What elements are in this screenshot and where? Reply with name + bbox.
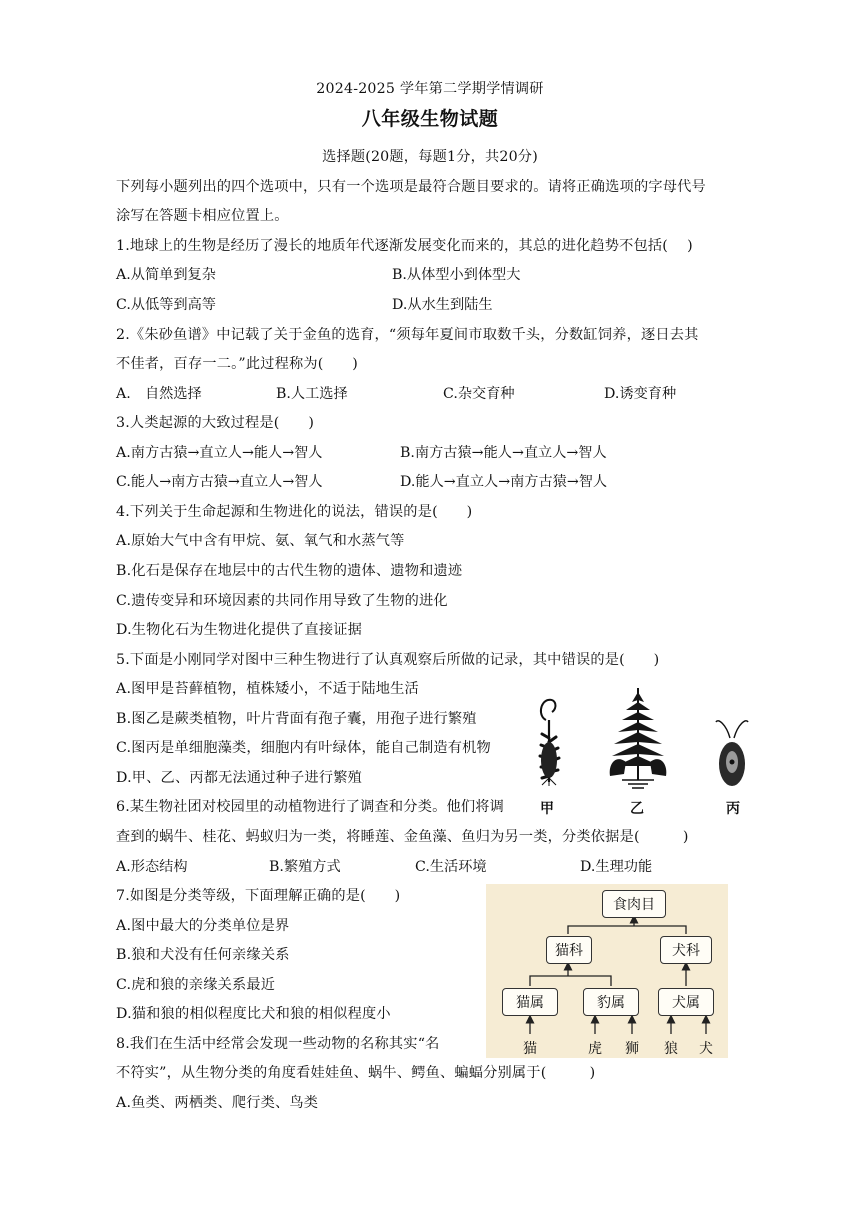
q6-stem-line-1: 6.某生物社团对校园里的动植物进行了调查和分类。他们将调 [116, 799, 505, 815]
genus-box-leopard: 豹属 [583, 988, 639, 1016]
q7-option-a: A.图中最大的分类单位是界 [116, 918, 290, 934]
q8-stem-line-1: 8.我们在生活中经常会发现一些动物的名称其实“名 [116, 1036, 440, 1052]
q4-stem: 4.下列关于生命起源和生物进化的说法，错误的是( ) [116, 504, 473, 520]
alga-illustration [712, 714, 752, 790]
q5-stem: 5.下面是小刚同学对图中三种生物进行了认真观察后所做的记录，其中错误的是( ) [116, 652, 660, 668]
q6-option-b: B.繁殖方式 [269, 859, 341, 875]
q7-option-c: C.虎和狼的亲缘关系最近 [116, 977, 276, 993]
instructions-line-2: 涂写在答题卡相应位置上。 [116, 208, 289, 224]
genus-box-dog: 犬属 [658, 988, 714, 1016]
q3-option-b: B.南方古猿→能人→直立人→智人 [400, 445, 607, 461]
species-label-tiger: 虎 [588, 1041, 602, 1057]
section-heading: 选择题(20题，每题1分，共20分) [322, 149, 538, 165]
q8-option-a: A.鱼类、两栖类、爬行类、鸟类 [116, 1095, 319, 1111]
q6-option-c: C.生活环境 [415, 859, 487, 875]
q2-option-d: D.诱变育种 [604, 386, 677, 402]
q1-option-a: A.从简单到复杂 [116, 267, 216, 283]
q4-option-b: B.化石是保存在地层中的古代生物的遗体、遗物和遗迹 [116, 563, 463, 579]
q1-stem: 1.地球上的生物是经历了漫长的地质年代逐渐发展变化而来的，其总的进化趋势不包括( ) [116, 238, 693, 254]
q1-option-c: C.从低等到高等 [116, 297, 216, 313]
q3-option-c: C.能人→南方古猿→直立人→智人 [116, 474, 323, 490]
moss-illustration [532, 690, 568, 786]
q3-option-a: A.南方古猿→直立人→能人→智人 [116, 445, 323, 461]
q3-option-d: D.能人→直立人→南方古猿→智人 [400, 474, 608, 490]
q7-stem: 7.如图是分类等级，下面理解正确的是( ) [116, 888, 401, 904]
q6-option-d: D.生理功能 [580, 859, 653, 875]
q2-option-b: B.人工选择 [276, 386, 348, 402]
q5-option-a: A.图甲是苔藓植物，植株矮小，不适于陆地生活 [116, 681, 419, 697]
q7-option-d: D.猫和狼的相似程度比犬和狼的相似程度小 [116, 1006, 391, 1022]
q5-option-b: B.图乙是蕨类植物，叶片背面有孢子囊，用孢子进行繁殖 [116, 711, 477, 727]
q7-option-b: B.狼和犬没有任何亲缘关系 [116, 947, 290, 963]
q6-option-a: A.形态结构 [116, 859, 188, 875]
q4-option-d: D.生物化石为生物进化提供了直接证据 [116, 622, 362, 638]
instructions-line-1: 下列每小题列出的四个选项中，只有一个选项是最符合题目要求的。请将正确选项的字母代号 [116, 179, 706, 195]
q8-stem-line-2: 不符实”，从生物分类的角度看娃娃鱼、蜗牛、鳄鱼、蝙蝠分别属于( ) [116, 1065, 596, 1081]
q2-stem-line-1: 2.《朱砂鱼谱》中记载了关于金鱼的选育，“须每年夏间市取数千头，分数缸饲养，逐日去其 [116, 327, 699, 343]
fern-illustration [602, 684, 674, 792]
q2-stem-line-2: 不佳者，百存一二。”此过程称为( ) [116, 356, 359, 372]
plant-label-bing: 丙 [726, 801, 740, 817]
species-label-dog: 犬 [699, 1041, 713, 1057]
exam-term: 2024-2025 学年第二学期学情调研 [316, 81, 544, 97]
q2-option-a: A. 自然选择 [116, 386, 202, 402]
species-label-lion: 狮 [625, 1041, 639, 1057]
classification-diagram [486, 884, 728, 1058]
q1-option-b: B.从体型小到体型大 [392, 267, 521, 283]
q6-stem-line-2: 查到的蜗牛、桂花、蚂蚁归为一类，将睡莲、金鱼藻、鱼归为另一类，分类依据是( ) [116, 829, 689, 845]
species-label-cat: 猫 [523, 1041, 537, 1057]
family-box-dog: 犬科 [660, 936, 712, 964]
q3-stem: 3.人类起源的大致过程是( ) [116, 415, 315, 431]
genus-box-cat: 猫属 [502, 988, 558, 1016]
plant-label-yi: 乙 [630, 801, 644, 817]
plant-figure [526, 684, 756, 824]
q5-option-c: C.图丙是单细胞藻类，细胞内有叶绿体，能自己制造有机物 [116, 740, 491, 756]
q1-option-d: D.从水生到陆生 [392, 297, 493, 313]
family-box-cat: 猫科 [546, 936, 592, 964]
q4-option-a: A.原始大气中含有甲烷、氨、氧气和水蒸气等 [116, 533, 405, 549]
q5-option-d: D.甲、乙、丙都无法通过种子进行繁殖 [116, 770, 362, 786]
species-label-wolf: 狼 [664, 1041, 678, 1057]
page-title: 八年级生物试题 [361, 108, 499, 130]
plant-label-jia: 甲 [540, 801, 554, 817]
q2-option-c: C.杂交育种 [443, 386, 515, 402]
order-box: 食肉目 [602, 890, 666, 918]
q4-option-c: C.遗传变异和环境因素的共同作用导致了生物的进化 [116, 593, 448, 609]
